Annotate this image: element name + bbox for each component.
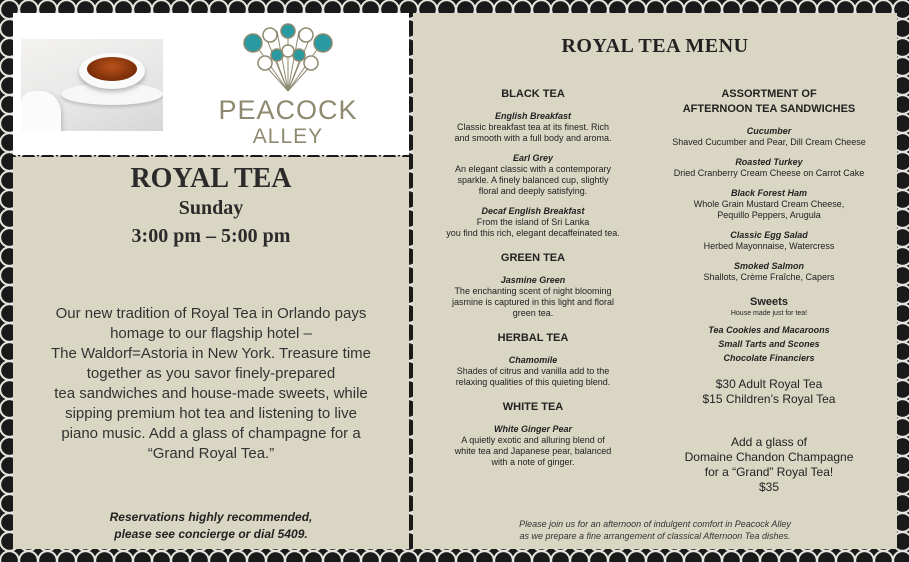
sweets-heading: Sweets [750,296,788,308]
menu-item-name: Black Forest Ham [730,188,808,198]
menu-item-desc: Classic breakfast tea at its finest. Rich and smooth with a full body and aroma. [454,122,612,143]
menu-item-desc: An elegant classic with a contemporary sparkle. A finely balanced cup, slightly floral and deeply satisfying. [454,164,612,196]
menu-item-desc: Dried Cranberry Cream Cheese on Carrot Cake [673,168,865,178]
reservations-line: please see concierge or dial 5409. [114,527,308,541]
sweets-note: House made just for tea! [730,310,808,317]
intro-line: Our new tradition of Royal Tea in Orlando pays [55,305,367,322]
menu-item-name: Earl Grey [512,153,554,163]
intro-paragraph [19,304,403,464]
intro-line: piano music. Add a glass of champagne for a [61,425,361,442]
sandwiches-heading-line2: AFTERNOON TEA SANDWICHES [682,103,856,115]
menu-item-name: English Breakfast [494,111,572,121]
logo-wordmark-line1: PEACOCK [218,95,358,125]
sweet-item: Small Tarts and Scones [718,339,820,349]
menu-item-desc: Shaved Cucumber and Pear, Dill Cream Cheese [672,137,866,147]
peacock-fan-icon [203,21,373,95]
menu-item-name: Smoked Salmon [733,261,805,271]
intro-line: tea sandwiches and house-made sweets, while [54,385,368,402]
menu-item-desc: Herbed Mayonnaise, Watercress [703,241,835,251]
logo-wordmark-line2: ALLEY [252,125,324,148]
reservations-line: Reservations highly recommended, [109,510,313,524]
menu-item-name: White Ginger Pear [493,424,573,434]
tea-cup-photo [21,39,163,131]
menu-item-name: Jasmine Green [500,275,566,285]
menu-item-desc: From the island of Sri Lanka you find this rich, elegant decaffeinated tea. [446,217,620,238]
menu-panel [413,13,897,549]
intro-line: sipping premium hot tea and listening to live [65,405,357,422]
menu-item-name: Cucumber [746,126,792,136]
herbal-tea-heading: HERBAL TEA [497,332,569,344]
menu-item-desc: Shallots, Crème Fraîche, Capers [703,272,835,282]
sandwiches-heading-line1: ASSORTMENT OF [721,88,817,100]
tea-shape [87,57,137,81]
price-adult: $30 Adult Royal Tea [715,377,823,391]
price-children: $15 Children’s Royal Tea [702,392,836,406]
champagne-line: Domaine Chandon Champagne [684,450,854,464]
intro-line: homage to our flagship hotel – [110,325,312,342]
menu-item-name: Classic Egg Salad [730,230,808,240]
menu-item-desc: A quietly exotic and alluring blend of white tea and Japanese pear, balanced with a note of ginger. [454,435,612,467]
footer-line: as we prepare a fine arrangement of classical Afternoon Tea dishes. [519,531,791,541]
menu-footer-note [413,518,897,542]
champagne-price: $35 [758,480,780,494]
menu-item-name: Roasted Turkey [735,157,803,167]
header-image-area [13,13,409,155]
intro-line: “Grand Royal Tea.” [147,445,275,462]
intro-line: The Waldorf=Astoria in New York. Treasure time [51,345,371,362]
tea-column [425,87,641,468]
tea-time: 3:00 pm – 5:00 pm [131,225,291,247]
menu-item-desc: The enchanting scent of night blooming jasmine is captured in this light and floral green tea. [451,286,615,318]
intro-line: together as you savor finely-prepared [86,365,336,382]
menu-item-desc: Shades of citrus and vanilla add to the relaxing qualities of this quieting blend. [455,366,611,387]
royal-tea-title: ROYAL TEA [130,163,292,194]
footer-line: Please join us for an afternoon of indulgent comfort in Peacock Alley [519,519,791,529]
royal-tea-info-panel [13,157,409,549]
tea-day: Sunday [178,197,244,219]
champagne-line: Add a glass of [730,435,808,449]
champagne-line: for a “Grand” Royal Tea! [704,465,834,479]
menu-item-name: Chamomile [508,355,558,365]
pitcher-shape [21,91,61,131]
sweet-item: Chocolate Financiers [723,353,815,363]
menu-item-name: Decaf English Breakfast [481,206,585,216]
reservations-note [13,509,409,543]
menu-title: ROYAL TEA MENU [561,35,749,57]
green-tea-heading: GREEN TEA [500,252,566,264]
white-tea-heading: WHITE TEA [502,401,564,413]
peacock-alley-logo [203,21,373,151]
sweet-item: Tea Cookies and Macaroons [708,325,830,335]
sandwich-column [653,87,885,495]
black-tea-heading: BLACK TEA [501,88,565,100]
menu-item-desc: Whole Grain Mustard Cream Cheese, Pequillo Peppers, Arugula [693,199,845,220]
